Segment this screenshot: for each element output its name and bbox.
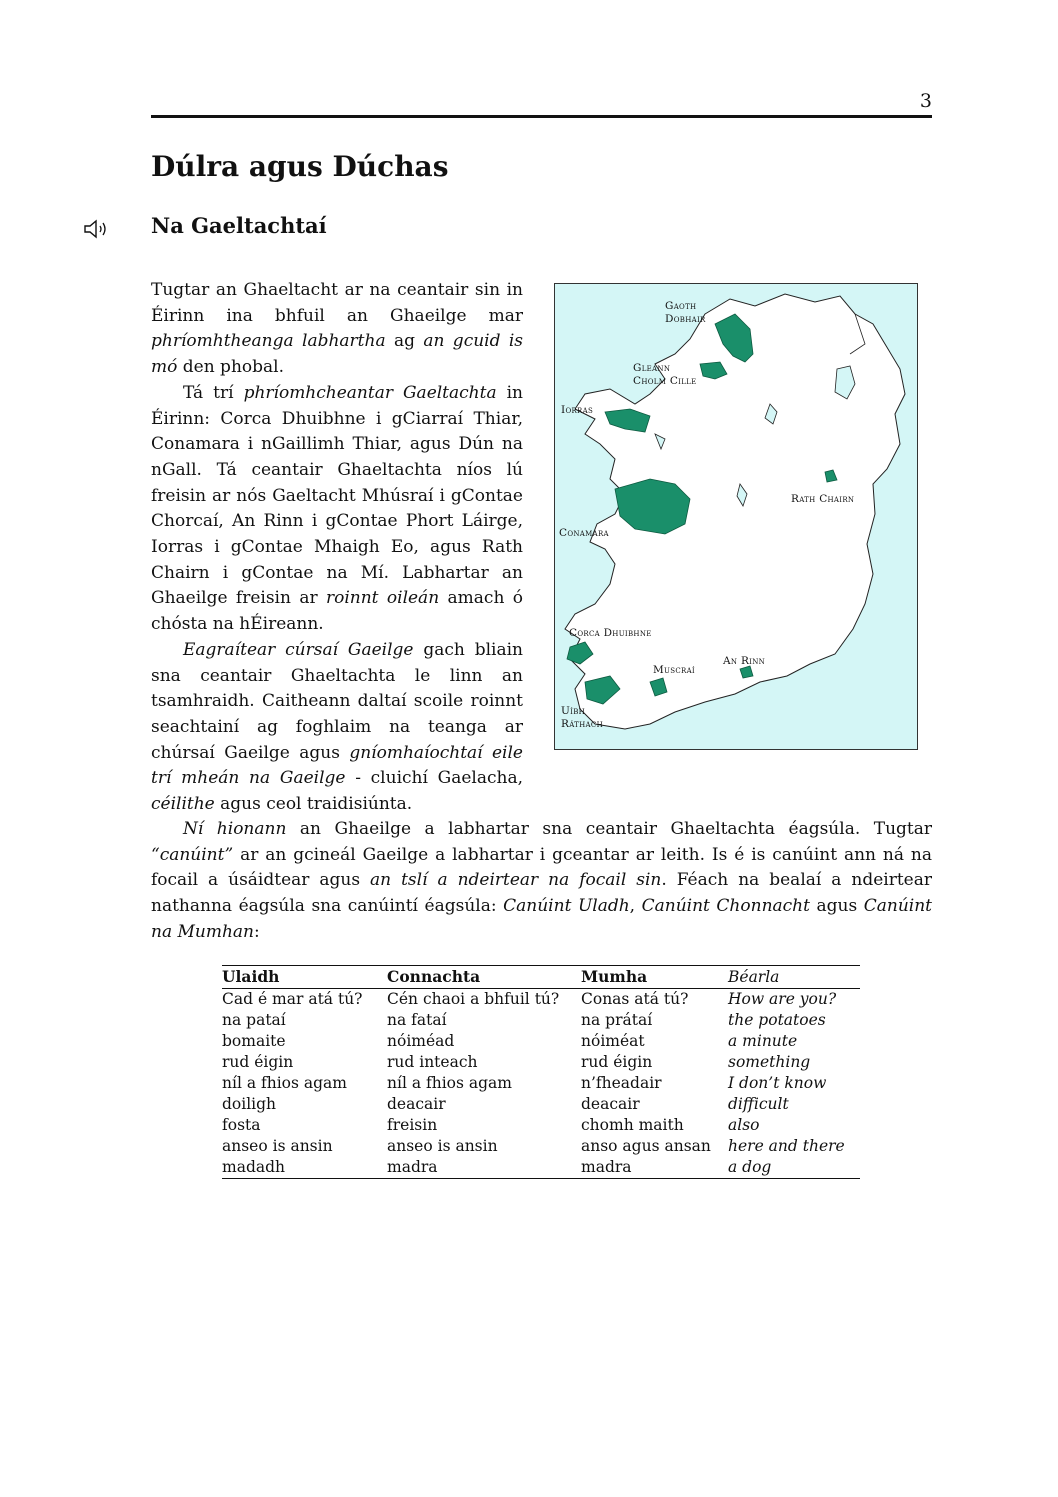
map-label-gleann-cholm-cille: Gleann Cholm Cille [633, 362, 697, 387]
text-segment: Tugtar an Ghaeltacht ar na ceantair sin in Éirinn ina bhfuil an Ghaeilge mar [151, 280, 523, 326]
table-cell: níl a fhios agam [222, 1074, 347, 1092]
table-cell: Cén chaoi a bhfuil tú? [387, 990, 560, 1008]
table-cell: anseo is ansin [222, 1137, 333, 1155]
table-row [222, 1073, 860, 1094]
paragraph-2 [151, 381, 523, 638]
table-cell: madra [387, 1157, 581, 1179]
table-cell: rud éigin [581, 1053, 653, 1071]
table-cell: nóiméat [581, 1032, 645, 1050]
text-segment: ag [385, 331, 424, 352]
table-cell: here and there [728, 1137, 845, 1155]
text-segment: céilithe [151, 794, 215, 815]
table-cell: the potatoes [728, 1011, 826, 1029]
chapter-title: Dúlra agus Dúchas [151, 150, 449, 183]
paragraph-3 [151, 638, 523, 818]
table-cell: fosta [222, 1116, 261, 1134]
paragraph-4 [151, 817, 932, 946]
table-row [222, 989, 860, 1011]
text-segment: phríomhcheantar Gaeltachta [243, 382, 497, 403]
map-label-gaoth-dobhair: Gaoth Dobhair [665, 300, 706, 325]
table-cell: deacair [387, 1095, 446, 1113]
table-cell: nóiméad [387, 1032, 455, 1050]
table-cell: bomaite [222, 1032, 286, 1050]
text-segment: an Ghaeilge a labhartar sna ceantair Ghaeltachta éagsúla. Tugtar [286, 819, 932, 839]
column-header-connachta: Connachta [387, 966, 581, 989]
dialect-text [151, 817, 932, 946]
table-cell: doiligh [222, 1095, 277, 1113]
table-cell: rud éigin [222, 1053, 294, 1071]
speaker-icon[interactable] [83, 217, 113, 241]
table-cell: deacair [581, 1095, 640, 1113]
text-segment: Canúint Uladh [503, 896, 630, 917]
table-row [222, 1115, 860, 1136]
gaeltacht-map [554, 283, 918, 750]
table-cell: How are you? [728, 990, 837, 1008]
table-cell: something [728, 1053, 811, 1071]
table-cell: anseo is ansin [387, 1137, 498, 1155]
table-cell: n’fheadair [581, 1074, 662, 1092]
text-segment: an gcuid is mó [151, 331, 524, 378]
text-segment: Canúint na Mumhan [151, 896, 932, 942]
paragraph-1 [151, 278, 523, 381]
text-segment: den phobal. [177, 357, 284, 378]
table-cell: freisin [387, 1116, 438, 1134]
text-segment: phríomhtheanga labhartha [151, 331, 386, 352]
table-cell: chomh maith [581, 1116, 684, 1134]
text-segment: : [254, 921, 260, 942]
map-label-iorras: Iorras [561, 404, 594, 416]
table-row [222, 1157, 860, 1179]
text-segment: Canúint Chonnacht [641, 896, 810, 917]
ireland-map-svg [555, 284, 918, 750]
map-label-an-rinn: An Rinn [723, 655, 766, 667]
dialect-table [222, 965, 860, 1179]
text-segment: Tá trí [183, 382, 244, 403]
table-cell: madadh [222, 1157, 387, 1179]
text-segment: roinnt oileán [325, 588, 440, 609]
table-row [222, 1010, 860, 1031]
table-cell: difficult [728, 1095, 789, 1113]
table-cell: also [728, 1116, 760, 1134]
table-cell: I don’t know [728, 1074, 827, 1092]
text-segment: ar an gcineál Gaeilge a labhartar i gceantar ar leith. Is é is canúint ann ná na focail a úsáidtear agus [151, 844, 932, 891]
table-row [222, 1094, 860, 1115]
page-number: 3 [919, 90, 932, 112]
text-segment: in Éirinn: Corca Dhuibhne i gCiarraí Thiar, Conamara i nGaillimh Thiar, agus Dún na nGall. Tá ceantair Ghaeltachta níos lú freisin ar nós Gaeltacht Mhúsraí i gContae Chorcaí, An Rinn i gContae Phort Láirge, Iorras i gContae Mhaigh Eo, agus Rath Chairn i gContae na Mí. Labhartar an Ghaeilge freisin ar [151, 382, 523, 609]
map-label-uibh-rathach: Uíbh Ráthach [561, 705, 603, 730]
text-segment: Eagraítear cúrsaí Gaeilge [183, 639, 414, 660]
table-row [222, 1031, 860, 1052]
section-title: Na Gaeltachtaí [151, 213, 327, 238]
column-header-mumha: Mumha [581, 966, 728, 989]
text-segment: - cluichí Gaelacha, [345, 768, 523, 789]
map-label-corca-dhuibhne: Corca Dhuibhne [569, 627, 652, 639]
header-rule [151, 115, 932, 118]
table-header-row [222, 966, 860, 989]
table-cell: rud inteach [387, 1053, 478, 1071]
table-cell: a minute [728, 1032, 798, 1050]
table-row [222, 1052, 860, 1073]
table-body [222, 989, 860, 1179]
table-cell: na prátaí [581, 1011, 653, 1029]
text-segment: amach ó chósta na hÉireann. [151, 588, 524, 635]
table-cell: na pataí [222, 1011, 286, 1029]
text-segment: gach bliain sna ceantair Ghaeltachta le linn an tsamhraidh. Caitheann daltaí scoile roinnt seachtainí ag foghlaim na teanga ar chúrsaí Gaeilge agus [151, 639, 523, 763]
text-segment: an tslí a ndeirtear na focail sin [370, 870, 662, 891]
map-label-rath-chairn: Rath Chairn [791, 493, 855, 505]
text-segment: . Féach na bealaí a ndeirtear nathanna éagsúla sna canúintí éagsúla: [151, 870, 932, 917]
column-header-bearla: Béarla [728, 966, 860, 989]
text-segment: gníomhaíochtaí eile trí mheán na Gaeilge [151, 742, 523, 789]
map-label-conamara: Conamara [559, 527, 609, 539]
table-cell: Cad é mar atá tú? [222, 990, 363, 1008]
column-header-ulaidh: Ulaidh [222, 966, 387, 989]
text-segment: “canúint” [151, 844, 234, 865]
table-cell: Conas atá tú? [581, 990, 689, 1008]
table-row [222, 1136, 860, 1157]
table-cell: madra [581, 1157, 728, 1179]
intro-text [151, 278, 523, 818]
text-segment: agus [809, 896, 864, 917]
text-segment: Ní hionann [183, 819, 287, 839]
table-cell: a dog [728, 1157, 860, 1179]
map-label-muscrai: Muscraí [653, 664, 695, 676]
text-segment: , [629, 896, 642, 917]
table-cell: anso agus ansan [581, 1137, 711, 1155]
table-cell: na fataí [387, 1011, 447, 1029]
table-cell: níl a fhios agam [387, 1074, 512, 1092]
text-segment: agus ceol traidisiúnta. [214, 794, 413, 815]
